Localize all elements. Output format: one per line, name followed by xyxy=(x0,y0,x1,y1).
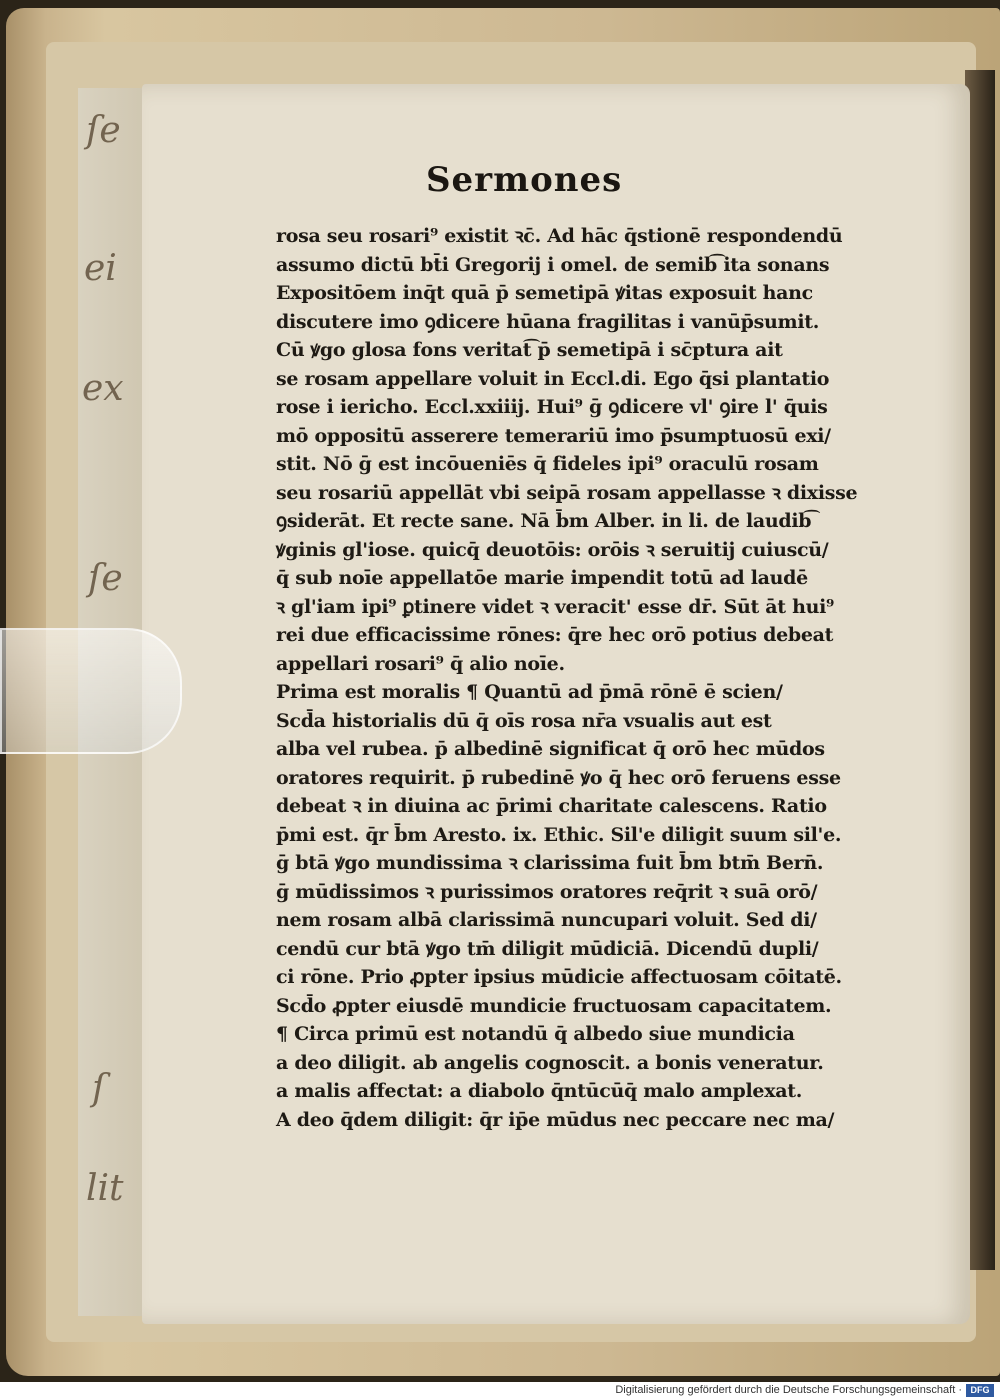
text-line: rosa seu rosari⁹ existit ꝛc̄. Ad hāc q̄stionē respondendū xyxy=(276,225,843,247)
marginal-note-glyph: ſ xyxy=(92,1068,106,1109)
funding-credit: Digitalisierung gefördert durch die Deutsche Forschungsgemeinschaft · xyxy=(615,1384,962,1396)
text-line: rose i iericho. Eccl.xxiiij. Hui⁹ ḡ ꝯdicere vl' ꝯire l' q̄uis xyxy=(276,396,828,418)
text-line: ḡ mūdissimos ꝛ purissimos oratores req̄rit ꝛ suā orō/ xyxy=(276,880,818,903)
text-line: ḡ btā ꝟgo mundissima ꝛ clarissima fuit b̄m btm̄ Bern̄. xyxy=(276,852,824,874)
marginal-note-glyph: lit xyxy=(86,1168,124,1209)
text-line: discutere imo ꝯdicere hūana fragilitas i vanūp̄sumit. xyxy=(276,310,820,333)
text-line: ¶ Circa primū est notandū q̄ albedo siue mundicia xyxy=(276,1023,795,1045)
text-line: seu rosariū appellāt vbi seipā rosam appellasse ꝛ dixisse xyxy=(276,481,858,504)
text-line: Prima est moralis ¶ Quantū ad p̄mā rōnē ē scien/ xyxy=(276,681,783,703)
text-line: ci rōne. Prio ꝓpter ipsius mūdicie affectuosam cōitatē. xyxy=(276,966,842,988)
text-line: a malis affectat: a diabolo q̄ntūcūq̄ malo amplexat. xyxy=(276,1080,803,1102)
text-line: cendū cur btā ꝟgo tm̄ diligit mūdiciā. Dicendū dupli/ xyxy=(276,937,819,960)
text-line: ꝛ gl'iam ipi⁹ ꝑtinere videt ꝛ veracit' esse dr̄. Sūt āt hui⁹ xyxy=(276,595,835,618)
page-clip xyxy=(0,628,182,754)
text-line: ꝟginis gl'iose. quicq̄ deuotōis: orōis ꝛ seruitij cuiuscū/ xyxy=(276,538,829,561)
text-line: debeat ꝛ in diuina ac p̄rimi charitate calescens. Ratio xyxy=(276,795,827,817)
text-line: rei due efficacissime rōnes: q̄re hec orō potius debeat xyxy=(276,624,834,646)
text-line: p̄mi est. q̄r b̄m Aresto. ix. Ethic. Sil'e diligit suum sil'e. xyxy=(276,823,842,846)
text-line: oratores requirit. p̄ rubedinē ꝟo q̄ hec orō feruens esse xyxy=(276,766,841,789)
text-line: stit. Nō ḡ est incōueniēs q̄ fideles ipi⁹ oraculū rosam xyxy=(276,453,819,475)
footer-bar xyxy=(0,1382,1000,1399)
text-line: q̄ sub noīe appellatōe marie impendit totū ad laudē xyxy=(276,567,808,589)
text-line: Cū ꝟgo glosa fons veritat͡ p̄ semetipā i sc̄ptura ait xyxy=(276,339,783,361)
text-line: assumo dictū bt̄i Gregorij i omel. de semib͡ ita sonans xyxy=(276,253,830,276)
text-line: a deo diligit. ab angelis cognoscit. a bonis veneratur. xyxy=(276,1051,824,1074)
running-title: Sermones xyxy=(426,160,623,200)
body-text xyxy=(276,222,886,1134)
marginal-note-glyph: ſe xyxy=(86,110,121,151)
marginal-note-glyph: ex xyxy=(82,368,124,409)
text-line: mō oppositū asserere temerariū imo p̄sumptuosū exi/ xyxy=(276,424,831,447)
text-line: A deo q̄dem diligit: q̄r ip̄e mūdus nec peccare nec ma/ xyxy=(276,1108,835,1131)
text-line: alba vel rubea. p̄ albedinē significat q̄ orō hec mūdos xyxy=(276,738,825,760)
text-line: se rosam appellare voluit in Eccl.di. Ego q̄si plantatio xyxy=(276,367,830,390)
text-line: nem rosam albā clarissimā nuncupari voluit. Sed di/ xyxy=(276,909,817,931)
text-line: Expositōem inq̄t quā p̄ semetipā ꝟitas exposuit hanc xyxy=(276,282,813,304)
marginal-note-glyph: ei xyxy=(84,248,117,289)
text-line: Scd̄o ꝓpter eiusdē mundicie fructuosam capacitatem. xyxy=(276,994,832,1017)
dfg-logo: DFG xyxy=(966,1384,994,1397)
marginal-note-glyph: ſe xyxy=(88,558,123,599)
text-line: Scd̄a historialis dū q̄ oīs rosa nr̄a vsualis aut est xyxy=(276,709,772,732)
text-line: appellari rosari⁹ q̄ alio noīe. xyxy=(276,652,565,675)
text-line: ꝯsiderāt. Et recte sane. Nā b̄m Alber. in li. de laudib͡ xyxy=(276,510,812,532)
